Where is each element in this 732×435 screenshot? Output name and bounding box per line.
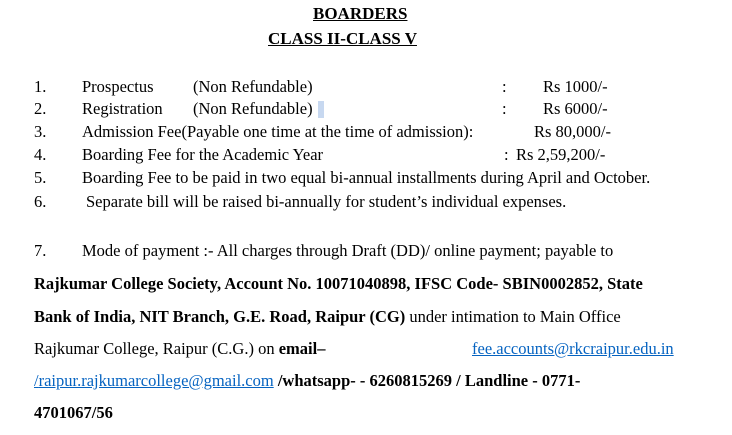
item-label: Prospectus bbox=[82, 77, 154, 96]
page-title: BOARDERS bbox=[313, 4, 408, 23]
list-item bbox=[0, 192, 732, 212]
item-number: 6. bbox=[34, 192, 47, 211]
item-amount: Rs 2,59,200/- bbox=[516, 145, 606, 164]
item-label: Boarding Fee for the Academic Year bbox=[82, 145, 324, 164]
list-item bbox=[0, 99, 732, 119]
list-item bbox=[0, 122, 732, 142]
item-colon: : bbox=[502, 99, 507, 118]
item-number: 7. bbox=[34, 241, 47, 260]
item-label: Admission Fee(Payable one time at the time of admission): bbox=[82, 122, 474, 141]
item-colon: : bbox=[504, 145, 509, 164]
payment-line-2: Rajkumar College Society, Account No. 10071040898, IFSC Code- SBIN0002852, State bbox=[34, 274, 643, 293]
contact-numbers: /whatsapp- - 6260815269 / Landline - 0771- bbox=[273, 371, 581, 390]
list-item bbox=[0, 145, 732, 165]
list-item bbox=[0, 77, 732, 97]
payment-line-4 bbox=[34, 338, 325, 360]
item-note: (Non Refundable) bbox=[193, 99, 313, 118]
item-colon: : bbox=[502, 77, 507, 96]
text-selection-highlight bbox=[318, 101, 324, 118]
payment-mode-text: Mode of payment :- All charges through Draft (DD)/ online payment; payable to bbox=[82, 241, 614, 260]
bank-details: Bank of India, NIT Branch, G.E. Road, Raipur (CG) bbox=[34, 307, 406, 326]
payment-line-1 bbox=[34, 240, 710, 262]
item-label: Registration bbox=[82, 99, 163, 118]
list-item bbox=[0, 168, 732, 188]
item-amount: Rs 6000/- bbox=[543, 99, 608, 118]
item-number: 5. bbox=[34, 168, 47, 187]
item-amount: Rs 80,000/- bbox=[534, 122, 612, 141]
item-number: 4. bbox=[34, 145, 47, 164]
item-number: 2. bbox=[34, 99, 47, 118]
email-link-gmail[interactable]: raipur.rajkumarcollege@gmail.com bbox=[38, 371, 274, 390]
email-label: email– bbox=[278, 339, 326, 358]
page-subtitle: CLASS II-CLASS V bbox=[268, 29, 417, 48]
item-text: Boarding Fee to be paid in two equal bi-annual installments during April and October. bbox=[82, 168, 651, 187]
email-link-fee-accounts[interactable]: fee.accounts@rkcraipur.edu.in bbox=[472, 339, 674, 358]
item-amount: Rs 1000/- bbox=[543, 77, 608, 96]
address-text: Rajkumar College, Raipur (C.G.) on bbox=[34, 339, 279, 358]
payment-line-3 bbox=[34, 306, 621, 328]
item-note: (Non Refundable) bbox=[193, 77, 313, 96]
email-slash: / bbox=[34, 371, 39, 390]
intimation-text: under intimation to Main Office bbox=[405, 307, 621, 326]
payment-line-6: 4701067/56 bbox=[34, 403, 113, 422]
item-text: Separate bill will be raised bi-annually for student’s individual expenses. bbox=[86, 192, 567, 211]
item-number: 1. bbox=[34, 77, 47, 96]
item-number: 3. bbox=[34, 122, 47, 141]
payment-line-5 bbox=[34, 370, 580, 392]
